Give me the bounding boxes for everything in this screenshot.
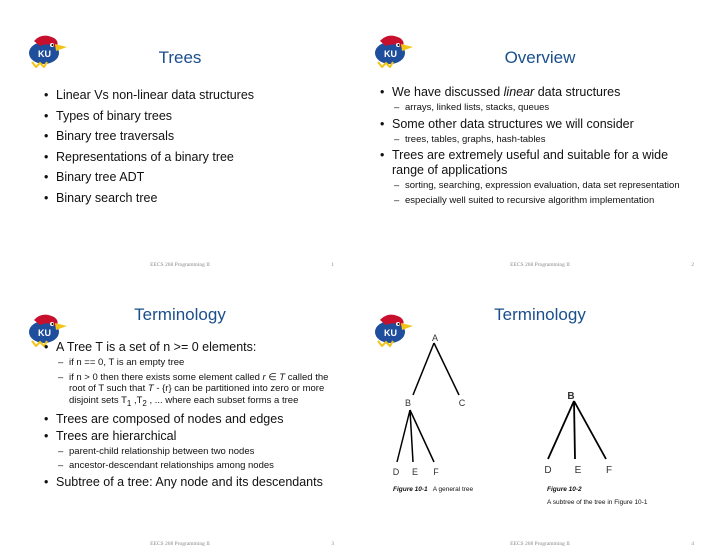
tree-node-c: C	[458, 398, 466, 408]
bullet-item: • Trees are extremely useful and suitable for a wide range of applications	[380, 148, 700, 178]
footer-text: EECS 268 Programming II	[150, 262, 210, 268]
figure-label: Figure 10-2	[547, 486, 582, 493]
bullet-list	[380, 85, 700, 209]
slide-1[interactable]	[0, 0, 360, 278]
bullet-item: • Binary tree traversals	[44, 129, 344, 144]
bullet-item: • Linear Vs non-linear data structures	[44, 88, 344, 103]
sub-bullet-item: – sorting, searching, expression evaluation, data set representation	[394, 180, 700, 192]
subtree-node-e: E	[574, 465, 582, 476]
subtree-node-b: B	[567, 391, 575, 402]
bullet-item: • A Tree T is a set of n >= 0 elements:	[44, 340, 344, 355]
page-number: 4	[691, 541, 694, 547]
subtree-edges	[548, 401, 606, 459]
slide-title: Overview	[504, 48, 576, 67]
footer-text: EECS 268 Programming II	[510, 541, 570, 547]
bullet-list	[44, 88, 344, 211]
sub-bullet-item: – arrays, linked lists, stacks, queues	[394, 102, 700, 114]
figure-text: A general tree	[432, 486, 474, 493]
slide-title: Terminology	[134, 305, 226, 324]
footer-text: EECS 268 Programming II	[150, 541, 210, 547]
figure-caption	[393, 486, 473, 493]
page-number: 3	[331, 541, 334, 547]
sub-bullet-item: – if n > 0 then there exists some element called r ∈ T called the root of T such that T - {r} can be partitioned into zero or more disjoint sets $T_1$ $,T_2$ , ... where each subset forms a tree	[58, 372, 344, 409]
sub-bullet-item: – trees, tables, graphs, hash-tables	[394, 134, 700, 146]
tree-node-a: A	[431, 333, 439, 343]
sub-bullet-item: – especially well suited to recursive algorithm implementation	[394, 195, 700, 207]
bullet-item: • Trees are composed of nodes and edges	[44, 412, 344, 427]
sub-bullet-item: – ancestor-descendant relationships among nodes	[58, 460, 344, 472]
figure-label: Figure 10-1	[393, 486, 428, 493]
subtree-node-f: F	[605, 465, 613, 476]
slide-title: Terminology	[494, 305, 586, 324]
sub-bullet-item: – parent-child relationship between two nodes	[58, 446, 344, 458]
slide-3[interactable]	[0, 279, 360, 557]
tree-diagrams	[360, 279, 720, 557]
page-number: 1	[331, 262, 334, 268]
footer-text: EECS 268 Programming II	[510, 262, 570, 268]
bullet-item: • Binary tree ADT	[44, 170, 344, 185]
bullet-item: • Trees are hierarchical	[44, 429, 344, 444]
bullet-item: • Some other data structures we will consider	[380, 117, 700, 132]
tree-node-f: F	[433, 467, 439, 477]
bullet-item: • Binary search tree	[44, 191, 344, 206]
sub-bullet-item: – if n == 0, T is an empty tree	[58, 357, 344, 369]
figure-text: A subtree of the tree in Figure 10-1	[547, 499, 648, 506]
bullet-item: • We have discussed linear data structures	[380, 85, 700, 100]
page-number: 2	[691, 262, 694, 268]
tree-node-b: B	[404, 398, 412, 408]
slide-4[interactable]	[360, 279, 720, 557]
tree-node-e: E	[411, 467, 419, 477]
bullet-item: • Types of binary trees	[44, 109, 344, 124]
subtree-node-d: D	[544, 465, 552, 476]
slide-title: Trees	[158, 48, 202, 67]
bullet-item: • Representations of a binary tree	[44, 150, 344, 165]
figure-caption	[547, 486, 587, 493]
tree-node-d: D	[392, 467, 400, 477]
bullet-list	[44, 340, 344, 492]
slide-2[interactable]	[360, 0, 720, 278]
bullet-item: • Subtree of a tree: Any node and its descendants	[44, 475, 344, 490]
